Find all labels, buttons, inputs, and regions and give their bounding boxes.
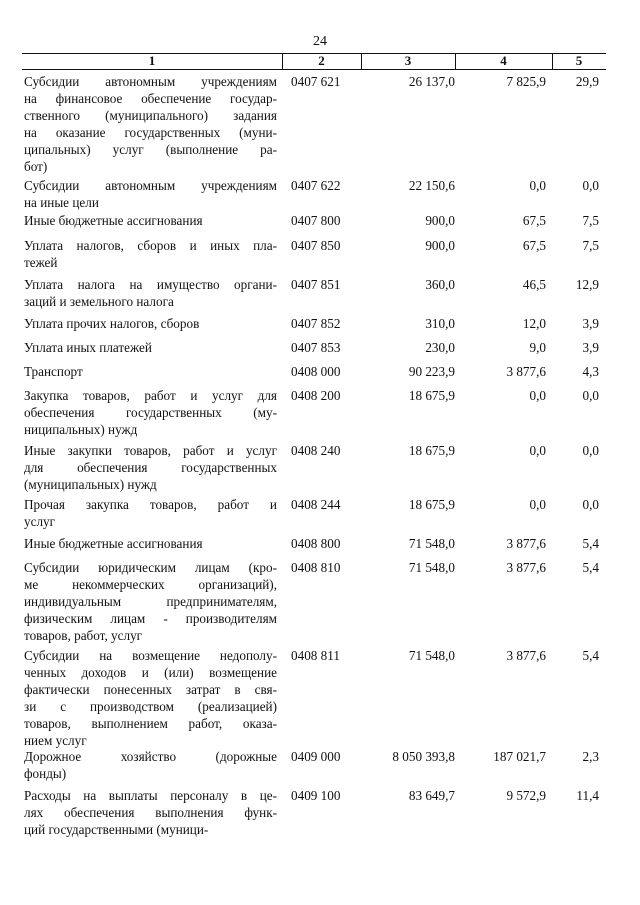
row-name-line: фактически понесенных затрат в свя- xyxy=(24,682,277,697)
row-name-line: Иные закупки товаров, работ и услуг xyxy=(24,443,277,458)
row-name-line: физическим лицам - производителям xyxy=(24,611,277,626)
row-name-line: зи с производством (реализацией) xyxy=(24,699,277,714)
row-name-line: Закупка товаров, работ и услуг для xyxy=(24,388,277,403)
row-name-line: Субсидии автономным учреждениям xyxy=(24,178,277,193)
row-name-line: Иные бюджетные ассигнования xyxy=(24,536,203,551)
row-name-line: на иные цели xyxy=(24,195,99,210)
row-value-5: 29,9 xyxy=(575,74,599,89)
row-name-line: Расходы на выплаты персоналу в це- xyxy=(24,788,277,803)
row-value-5: 4,3 xyxy=(582,364,599,379)
row-code: 0407 621 xyxy=(291,74,341,89)
row-name-line: Уплата налогов, сборов и иных пла- xyxy=(24,238,277,253)
row-name xyxy=(24,559,277,644)
row-name-line: ниципальных) нужд xyxy=(24,422,138,437)
row-name xyxy=(24,363,277,380)
row-value-5: 0,0 xyxy=(582,178,599,193)
row-value-5: 0,0 xyxy=(582,443,599,458)
row-name xyxy=(24,387,277,438)
row-name-line: нием услуг xyxy=(24,733,87,748)
row-value-5: 5,4 xyxy=(582,536,599,551)
row-name-line: товаров, выполнением работ, оказа- xyxy=(24,716,277,731)
row-name-line: для обеспечения государственных xyxy=(24,460,277,475)
row-name xyxy=(24,315,277,332)
row-code: 0408 800 xyxy=(291,536,341,551)
row-name-line: Уплата налога на имущество органи- xyxy=(24,277,277,292)
row-name xyxy=(24,73,277,175)
row-code: 0407 851 xyxy=(291,277,341,292)
row-name-line: тежей xyxy=(24,255,58,270)
row-code: 0407 850 xyxy=(291,238,341,253)
row-name-line: Субсидии юридическим лицам (кро- xyxy=(24,560,277,575)
row-name-line: Дорожное хозяйство (дорожные xyxy=(24,749,277,764)
row-value-3: 18 675,9 xyxy=(408,388,455,403)
row-name-line: на финансовое обеспечение государ- xyxy=(24,91,277,106)
row-value-4: 0,0 xyxy=(529,443,546,458)
row-code: 0407 853 xyxy=(291,340,341,355)
row-name xyxy=(24,535,277,552)
row-name-line: Уплата иных платежей xyxy=(24,340,152,355)
row-value-5: 2,3 xyxy=(582,749,599,764)
row-name-line: индивидуальным предпринимателям, xyxy=(24,594,277,609)
row-name-line: лях обеспечения выполнения функ- xyxy=(24,805,277,820)
row-value-3: 71 548,0 xyxy=(408,560,455,575)
column-header-3: 3 xyxy=(404,53,412,68)
row-value-5: 0,0 xyxy=(582,388,599,403)
row-name-line: ственного (муниципального) задания xyxy=(24,108,277,123)
row-name xyxy=(24,787,277,838)
row-code: 0409 000 xyxy=(291,749,341,764)
row-name-line: Субсидии автономным учреждениям xyxy=(24,74,277,89)
row-value-4: 3 877,6 xyxy=(506,364,546,379)
row-code: 0408 000 xyxy=(291,364,341,379)
row-name-line: Уплата прочих налогов, сборов xyxy=(24,316,200,331)
row-name-line: Субсидии на возмещение недополу- xyxy=(24,648,277,663)
row-code: 0407 622 xyxy=(291,178,341,193)
row-name-line: услуг xyxy=(24,514,56,529)
row-name xyxy=(24,276,277,310)
row-value-4: 9 572,9 xyxy=(506,788,546,803)
row-name-line: обеспечения государственных (му- xyxy=(24,405,277,420)
row-value-5: 11,4 xyxy=(576,788,599,803)
row-value-4: 187 021,7 xyxy=(493,749,546,764)
row-code: 0408 200 xyxy=(291,388,341,403)
row-name-line: ченных доходов и (или) возмещение xyxy=(24,665,277,680)
row-name-line: заций и земельного налога xyxy=(24,294,174,309)
row-value-4: 7 825,9 xyxy=(506,74,546,89)
row-value-4: 12,0 xyxy=(522,316,546,331)
row-name-line: фонды) xyxy=(24,766,67,781)
row-value-4: 46,5 xyxy=(522,277,546,292)
row-name xyxy=(24,339,277,356)
row-value-5: 5,4 xyxy=(582,648,599,663)
row-value-3: 360,0 xyxy=(425,277,455,292)
row-value-3: 18 675,9 xyxy=(408,443,455,458)
row-name xyxy=(24,647,277,749)
row-name xyxy=(24,496,277,530)
column-header-2: 2 xyxy=(318,53,325,68)
row-name-line: бот) xyxy=(24,159,48,174)
row-name xyxy=(24,748,277,782)
row-code: 0409 100 xyxy=(291,788,341,803)
row-name-line: Прочая закупка товаров, работ и xyxy=(24,497,277,512)
row-value-3: 83 649,7 xyxy=(408,788,455,803)
row-value-3: 8 050 393,8 xyxy=(392,749,455,764)
row-code: 0407 852 xyxy=(291,316,341,331)
row-name-line: Иные бюджетные ассигнования xyxy=(24,213,203,228)
row-value-5: 12,9 xyxy=(575,277,599,292)
row-value-4: 67,5 xyxy=(522,238,546,253)
row-code: 0407 800 xyxy=(291,213,341,228)
row-name xyxy=(24,237,277,271)
row-value-3: 26 137,0 xyxy=(408,74,455,89)
row-value-3: 18 675,9 xyxy=(408,497,455,512)
row-value-4: 3 877,6 xyxy=(506,536,546,551)
row-value-4: 0,0 xyxy=(529,497,546,512)
row-code: 0408 811 xyxy=(291,648,340,663)
row-value-5: 5,4 xyxy=(582,560,599,575)
row-code: 0408 244 xyxy=(291,497,341,512)
row-name-line: на оказание государственных (муни- xyxy=(24,125,277,140)
row-name xyxy=(24,177,277,211)
row-name-line: ций государственными (муници- xyxy=(24,822,209,837)
row-name xyxy=(24,442,277,493)
row-value-5: 7,5 xyxy=(582,213,599,228)
column-header-4: 4 xyxy=(500,53,507,68)
row-value-4: 3 877,6 xyxy=(506,648,546,663)
row-value-4: 0,0 xyxy=(529,388,546,403)
header-bottom-line xyxy=(22,69,606,70)
row-value-5: 0,0 xyxy=(582,497,599,512)
row-value-3: 900,0 xyxy=(425,238,455,253)
page-number: 24 xyxy=(313,34,327,49)
row-value-4: 0,0 xyxy=(529,178,546,193)
row-value-5: 7,5 xyxy=(582,238,599,253)
row-name-line: (муниципальных) нужд xyxy=(24,477,157,492)
row-value-3: 310,0 xyxy=(425,316,455,331)
row-value-4: 9,0 xyxy=(529,340,546,355)
row-name-line: товаров, работ, услуг xyxy=(24,628,143,643)
row-value-3: 71 548,0 xyxy=(408,536,455,551)
row-name xyxy=(24,212,277,229)
row-value-4: 3 877,6 xyxy=(506,560,546,575)
row-code: 0408 810 xyxy=(291,560,341,575)
row-value-3: 90 223,9 xyxy=(408,364,455,379)
row-value-5: 3,9 xyxy=(582,340,599,355)
row-value-3: 230,0 xyxy=(425,340,455,355)
row-value-3: 900,0 xyxy=(425,213,455,228)
row-value-4: 67,5 xyxy=(522,213,546,228)
row-value-5: 3,9 xyxy=(582,316,599,331)
row-value-3: 22 150,6 xyxy=(408,178,455,193)
row-name-line: ме некоммерческих организаций), xyxy=(24,577,277,592)
row-name-line: Транспорт xyxy=(24,364,83,379)
column-header-5: 5 xyxy=(575,53,583,68)
row-code: 0408 240 xyxy=(291,443,341,458)
row-value-3: 71 548,0 xyxy=(408,648,455,663)
row-name-line: ципальных) услуг (выполнение ра- xyxy=(24,142,277,157)
column-header-1: 1 xyxy=(148,53,156,68)
